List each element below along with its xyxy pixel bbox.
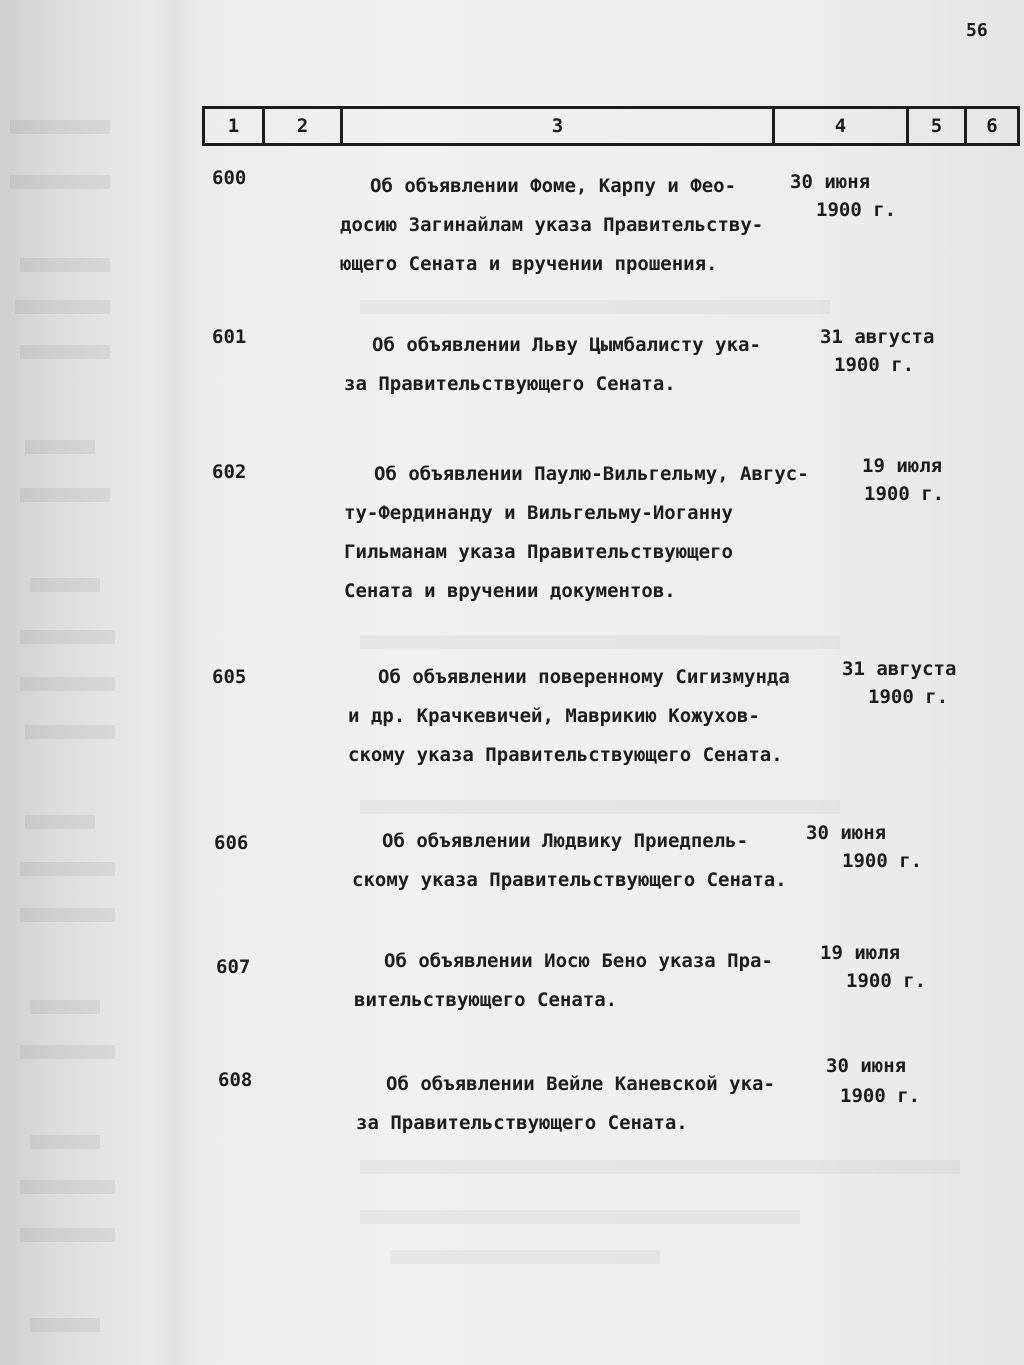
entry-description	[348, 658, 790, 775]
entry-date-day: 31 августа	[842, 658, 957, 680]
entry-date-day: 30 июня	[790, 171, 871, 193]
entry-number: 600	[212, 167, 247, 189]
description-line: досию Загинайлам указа Правительству-	[340, 214, 764, 236]
description-line: за Правительствующего Сената.	[356, 1112, 688, 1134]
description-line: Об объявлении Людвику Приедпель-	[382, 830, 749, 852]
entry-date-year: 1900 г.	[834, 354, 915, 376]
entry-date-day: 19 июля	[820, 942, 901, 964]
description-line: Об объявлении Фоме, Карпу и Фео-	[370, 175, 737, 197]
description-line: вительствующего Сената.	[354, 989, 618, 1011]
description-line: скому указа Правительствующего Сената.	[348, 744, 783, 766]
entry-date-year: 1900 г.	[842, 850, 923, 872]
column-header-5: 5	[906, 109, 964, 143]
column-header-1: 1	[202, 109, 262, 143]
description-line: Сената и вручении документов.	[344, 580, 676, 602]
entry-number: 608	[218, 1069, 253, 1091]
column-header-4: 4	[772, 109, 906, 143]
entry-date-day: 30 июня	[826, 1055, 907, 1077]
entry-date-year: 1900 г.	[840, 1085, 921, 1107]
column-header-2: 2	[262, 109, 340, 143]
column-header-row	[202, 106, 1020, 146]
entry-date-year: 1900 г.	[846, 970, 927, 992]
entry-date-day: 30 июня	[806, 822, 887, 844]
description-line: скому указа Правительствующего Сената.	[352, 869, 787, 891]
description-line: Об объявлении поверенному Сигизмунда	[378, 666, 790, 688]
description-line: Об объявлении Иосю Бено указа Пра-	[384, 950, 773, 972]
description-line: и др. Крачкевичей, Маврикию Кожухов-	[348, 705, 760, 727]
column-header-6: 6	[964, 109, 1020, 143]
entry-description	[356, 1065, 775, 1143]
description-line: Об объявлении Паулю-Вильгельму, Авгус-	[374, 463, 809, 485]
entry-number: 606	[214, 832, 249, 854]
description-line: ющего Сената и вручении прошения.	[340, 253, 718, 275]
description-line: Об объявлении Вейле Каневской ука-	[386, 1073, 775, 1095]
entry-number: 605	[212, 666, 247, 688]
entry-description	[340, 167, 763, 284]
page-number: 56	[966, 20, 988, 41]
description-line: Об объявлении Льву Цымбалисту ука-	[372, 334, 761, 356]
entry-date-year: 1900 г.	[864, 483, 945, 505]
description-line: ту-Фердинанду и Вильгельму-Иоганну	[344, 502, 733, 524]
entry-number: 602	[212, 461, 247, 483]
description-line: за Правительствующего Сената.	[344, 373, 676, 395]
column-header-3: 3	[340, 109, 772, 143]
entry-date-day: 19 июля	[862, 455, 943, 477]
entry-description	[344, 326, 761, 404]
entry-date-day: 31 августа	[820, 326, 935, 348]
entry-date-year: 1900 г.	[816, 199, 897, 221]
entry-number: 601	[212, 326, 247, 348]
entry-description	[344, 455, 809, 611]
description-line: Гильманам указа Правительствующего	[344, 541, 733, 563]
entry-description	[354, 942, 773, 1020]
entry-description	[352, 822, 787, 900]
entry-date-year: 1900 г.	[868, 686, 949, 708]
entry-number: 607	[216, 956, 251, 978]
